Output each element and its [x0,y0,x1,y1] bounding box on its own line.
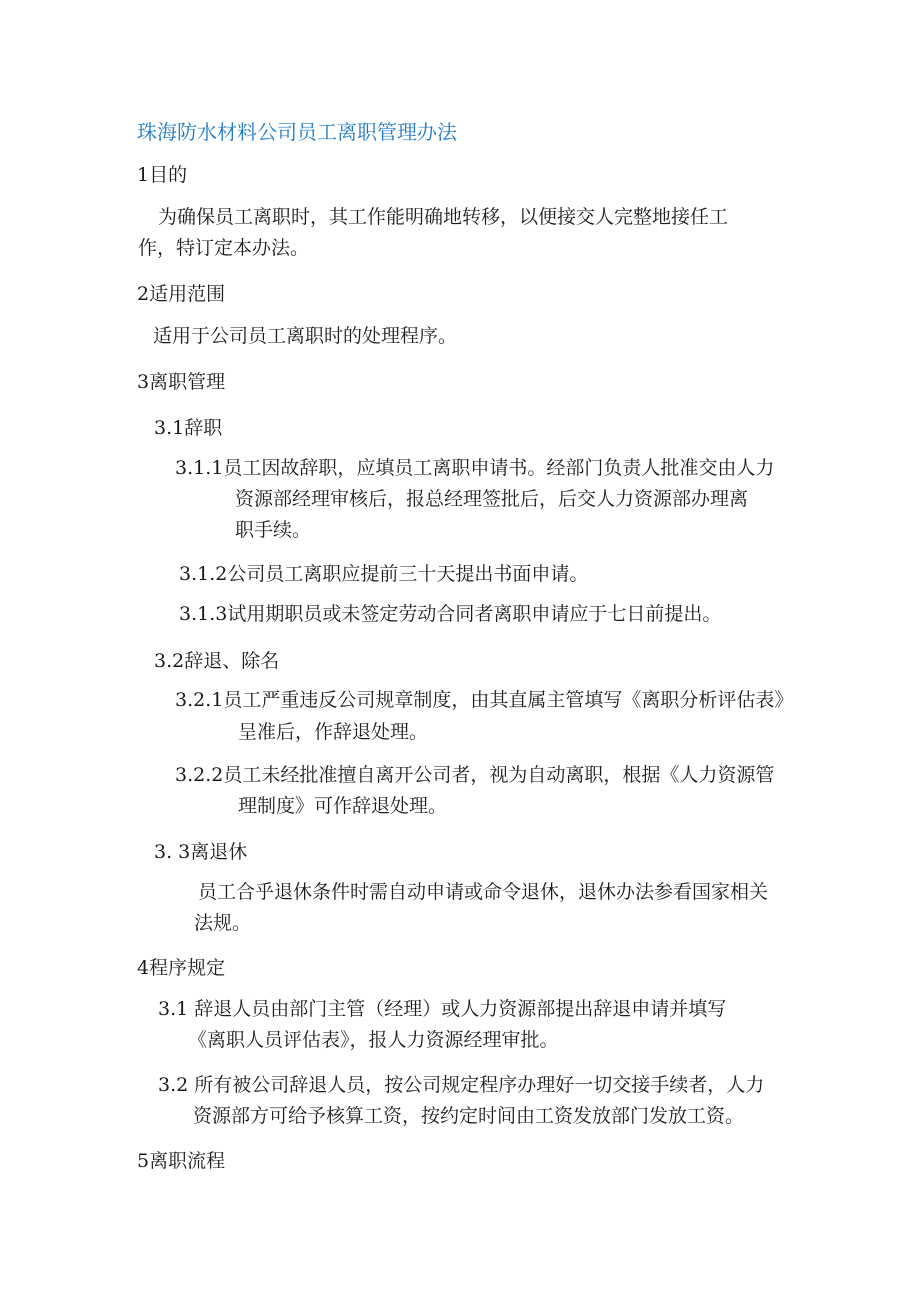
section-1-text-line-2: 作，特订定本办法。 [138,237,310,259]
clause-3-1-2: 3.1.2公司员工离职应提前三十天提出书面申请。 [179,563,589,585]
section-2-heading: 2适用范围 [137,283,226,305]
section-3-2-heading: 3.2辞退、除名 [154,650,280,672]
clause-3-1-3: 3.1.3试用期职员或未签定劳动合同者离职申请应于七日前提出。 [179,603,722,625]
section-2-text: 适用于公司员工离职时的处理程序。 [153,325,458,347]
section-3-1-heading: 3.1辞职 [154,417,223,439]
clause-3-1-1-line-1: 3.1.1员工因故辞职，应填员工离职申请书。经部门负责人批准交由人力 [175,457,775,479]
section-5-heading: 5离职流程 [137,1150,226,1172]
clause-3-2-2-line-1: 3.2.2员工未经批准擅自离开公司者，视为自动离职，根据《人力资源管 [175,764,775,786]
clause-4-2-line-1: 3.2 所有被公司辞退人员，按公司规定程序办理好一切交接手续者，人力 [158,1074,765,1096]
section-4-heading: 4程序规定 [137,957,226,979]
clause-4-1-line-1: 3.1 辞退人员由部门主管（经理）或人力资源部提出辞退申请并填写 [158,998,727,1020]
clause-3-2-1-line-2: 呈准后，作辞退处理。 [238,721,429,743]
clause-3-1-1-line-2: 资源部经理审核后，报总经理签批后，后交人力资源部办理离 [235,488,749,510]
clause-3-2-2-line-2: 理制度》可作辞退处理。 [238,795,448,817]
document-title: 珠海防水材料公司员工离职管理办法 [137,120,457,144]
clause-4-1-line-2: 《离职人员评估表》，报人力资源经理审批。 [188,1029,559,1051]
section-3-3-heading: 3. 3离退休 [154,841,248,863]
clause-3-2-1-line-1: 3.2.1员工严重违反公司规章制度，由其直属主管填写《离职分析评估表》 [175,689,794,711]
section-3-heading: 3离职管理 [137,371,226,393]
section-1-text-line-1: 为确保员工离职时，其工作能明确地转移，以便接交人完整地接任工 [158,206,729,228]
clause-4-2-line-2: 资源部方可给予核算工资，按约定时间由工资发放部门发放工资。 [193,1105,745,1127]
section-1-heading: 1目的 [137,164,188,186]
section-3-3-text-line-2: 法规。 [194,912,252,934]
clause-3-1-1-line-3: 职手续。 [235,519,312,541]
section-3-3-text-line-1: 员工合乎退休条件时需自动申请或命令退休，退休办法参看国家相关 [198,881,769,903]
